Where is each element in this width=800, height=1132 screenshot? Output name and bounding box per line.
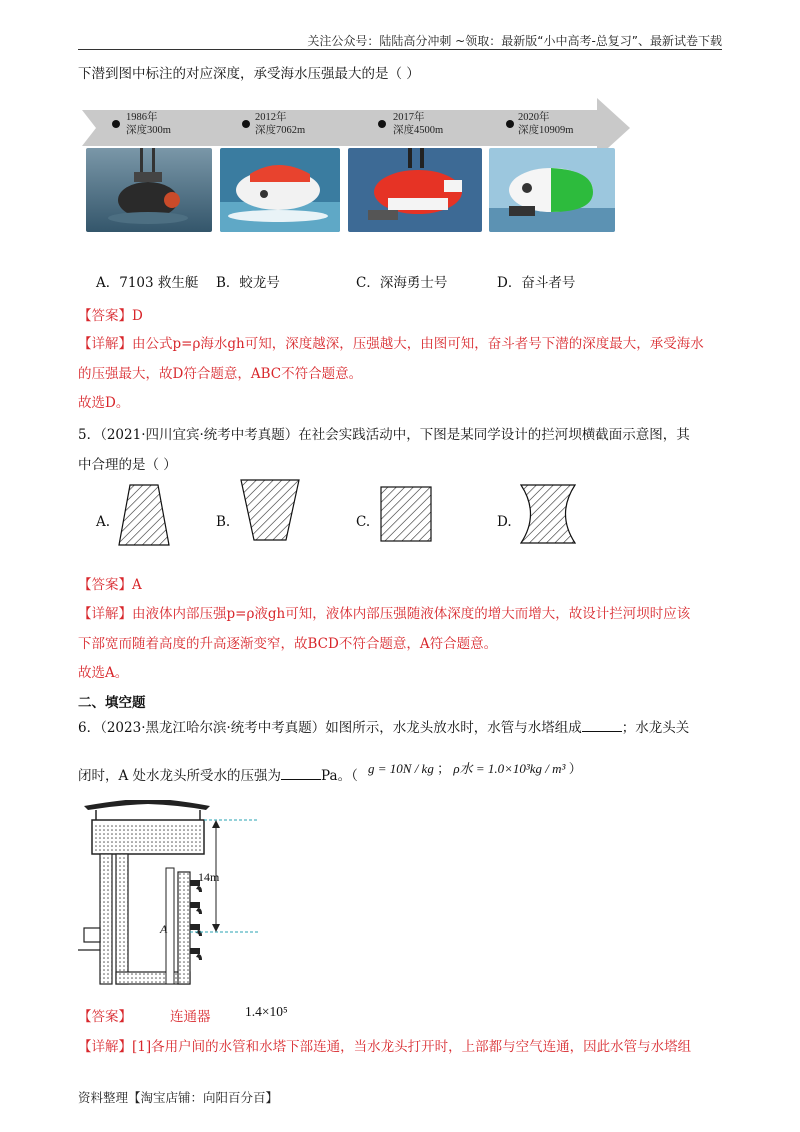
dam-option-b-trapezoid-wide-top <box>240 479 300 541</box>
q5-stem: 5．（2021·四川宜宾·统考中考真题）在社会实践活动中，下图是某同学设计的拦河坝横截面示意图，其 <box>78 427 690 443</box>
dam-option-b-label: B. <box>216 514 231 530</box>
answer-blank <box>281 768 321 780</box>
q6-answer-label: 【答案】 <box>78 1009 132 1025</box>
q5-explain: 【详解】由液体内部压强p=ρ液gh可知，液体内部压强随液体深度的增大而增大，故设计拦河坝时应该 <box>78 606 691 622</box>
q6-stem-text: ；水龙头关 <box>621 720 690 736</box>
dam-option-d-label: D. <box>497 514 512 530</box>
q4-conclusion: 故选D。 <box>78 395 130 411</box>
timeline-entry <box>518 111 573 137</box>
q6-answer-2: 1.4×10⁵ <box>245 1004 288 1019</box>
timeline-entry <box>126 111 171 137</box>
q4-answer: 【答案】D <box>78 308 143 324</box>
answer-blank <box>582 720 622 732</box>
timeline-depth: 深度4500m <box>393 125 444 136</box>
q6-answer-1: 连通器 <box>170 1009 211 1025</box>
q5-stem: 中合理的是（ ） <box>78 457 177 473</box>
timeline-dot <box>506 120 514 128</box>
option-d: D．奋斗者号 <box>497 275 576 291</box>
q6-stem-text: 6．（2023·黑龙江哈尔滨·统考中考真题）如图所示，水龙头放水时，水管与水塔组成 <box>78 720 582 736</box>
timeline-dot <box>242 120 250 128</box>
dam-option-a-trapezoid-wide-bottom <box>118 484 170 546</box>
section-title: 二、填空题 <box>78 695 146 711</box>
submersible-photo-jiaolong <box>220 148 340 232</box>
timeline-year: 1986年 <box>126 112 158 123</box>
formula-separator: ； <box>437 761 451 776</box>
timeline-dot <box>378 120 386 128</box>
q6-stem-line2 <box>78 764 358 784</box>
timeline-entry <box>255 111 305 137</box>
option-b: B．蛟龙号 <box>216 275 280 291</box>
q6-explain: 【详解】[1]各用户间的水管和水塔下部连通，当水龙头打开时，上部都与空气连通，因此水管与水塔组 <box>78 1039 692 1055</box>
q5-conclusion: 故选A。 <box>78 665 129 681</box>
dam-option-d-concave <box>520 484 576 544</box>
q6-stem-text: Pa。（ <box>321 768 358 784</box>
timeline-depth: 深度300m <box>126 125 171 136</box>
formula-rho: ρ水 = 1.0×10³kg / m³ <box>453 761 566 776</box>
q6-stem-text: 闭时，A 处水龙头所受水的压强为 <box>78 768 282 784</box>
dam-option-c-rectangle <box>380 486 432 542</box>
timeline-dot <box>112 120 120 128</box>
option-c: C．深海勇士号 <box>356 275 448 291</box>
q5-explain: 下部宽而随着高度的升高逐渐变窄，故BCD不符合题意，A符合题意。 <box>78 636 498 652</box>
page-footer: 资料整理【淘宝店铺：向阳百分百】 <box>78 1090 279 1105</box>
option-a: A．7103 救生艇 <box>96 275 199 291</box>
figure-height-label: 14m <box>198 870 220 884</box>
q5-answer: 【答案】A <box>78 577 142 593</box>
page-header: 关注公众号：陆陆高分冲刺 ~领取：最新版“小中高考-总复习”、最新试卷下载 <box>307 34 722 48</box>
submersible-photo-fendouzhe <box>489 148 615 232</box>
header-divider <box>78 49 722 50</box>
q4-explain: 【详解】由公式p=ρ海水gh可知，深度越深，压强越大，由图可知，奋斗者号下潜的深度最大，承受海水 <box>78 336 704 352</box>
q6-stem-line1 <box>78 716 689 736</box>
timeline-year: 2020年 <box>518 112 550 123</box>
timeline-entry <box>393 111 443 137</box>
q6-given-conditions <box>368 758 582 777</box>
dam-option-a-label: A. <box>96 514 111 530</box>
dam-option-c-label: C. <box>356 514 371 530</box>
timeline-year: 2017年 <box>393 112 425 123</box>
timeline-depth: 深度7062m <box>255 125 306 136</box>
timeline-year: 2012年 <box>255 112 287 123</box>
submersible-photo-7103 <box>86 148 212 232</box>
q4-stem: 下潜到图中标注的对应深度，承受海水压强最大的是（ ） <box>78 66 420 82</box>
timeline-depth: 深度10909m <box>518 125 574 136</box>
water-tower-figure <box>78 800 278 990</box>
figure-point-a-label: A <box>160 922 168 936</box>
formula-g: g = 10N / kg <box>368 761 434 776</box>
formula-end: ） <box>568 761 582 776</box>
q4-explain: 的压强最大，故D符合题意，ABC不符合题意。 <box>78 366 363 382</box>
submersible-photo-shenhai-yongshi <box>348 148 482 232</box>
